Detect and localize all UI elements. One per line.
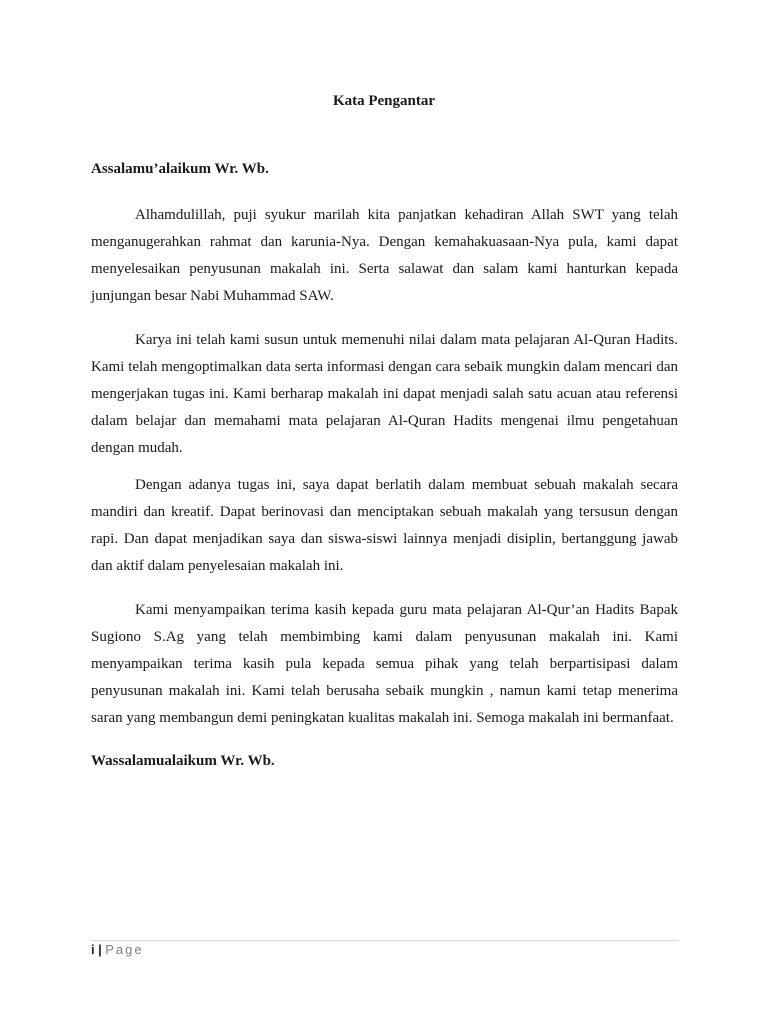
page-label: Page [105, 942, 144, 957]
paragraph-1: Alhamdulillah, puji syukur marilah kita panjatkan kehadiran Allah SWT yang telah menganugerahkan rahmat dan karunia-Nya. Dengan kemahakuasaan-Nya pula, kami dapat menyelesaikan penyusunan makalah ini. Serta salawat dan salam kami hanturkan kepada junjungan besar Nabi Muhammad SAW. [91, 207, 678, 304]
page-number: i [91, 942, 96, 957]
page-title: Kata Pengantar [332, 93, 436, 109]
paragraph-3: Dengan adanya tugas ini, saya dapat berlatih dalam membuat sebuah makalah secara mandiri dan kreatif. Dapat berinovasi dan menciptakan sebuah makalah yang tersusun dengan rapi. Dan dapat menjadikan saya dan siswa-siswi lainnya menjadi disiplin, bertanggung jawab dan aktif dalam penyelesaian makalah ini. [91, 477, 678, 574]
paragraph-4: Kami menyampaikan terima kasih kepada guru mata pelajaran Al-Qur’an Hadits Bapak Sugiono S.Ag yang telah membimbing kami dalam penyusunan makalah ini. Kami menyampaikan terima kasih pula kepada semua pihak yang telah berpartisipasi dalam penyusunan makalah ini. Kami telah berusaha sebaik mungkin , namun kami tetap menerima saran yang membangun demi peningkatan kualitas makalah ini. Semoga makalah ini bermanfaat. [91, 602, 678, 726]
closing: Wassalamualaikum Wr. Wb. [91, 753, 275, 769]
footer-divider [91, 940, 679, 941]
greeting: Assalamu’alaikum Wr. Wb. [91, 161, 269, 177]
paragraph-2: Karya ini telah kami susun untuk memenuhi nilai dalam mata pelajaran Al-Quran Hadits. Kami telah mengoptimalkan data serta informasi dengan cara sebaik mungkin dalam mencari dan mengerjakan tugas ini. Kami berharap makalah ini dapat menjadi salah satu acuan atau referensi dalam belajar dan memahami mata pelajaran Al-Quran Hadits mengenai ilmu pengetahuan dengan mudah. [91, 332, 678, 456]
page-footer [91, 942, 144, 957]
footer-separator: | [98, 942, 103, 957]
